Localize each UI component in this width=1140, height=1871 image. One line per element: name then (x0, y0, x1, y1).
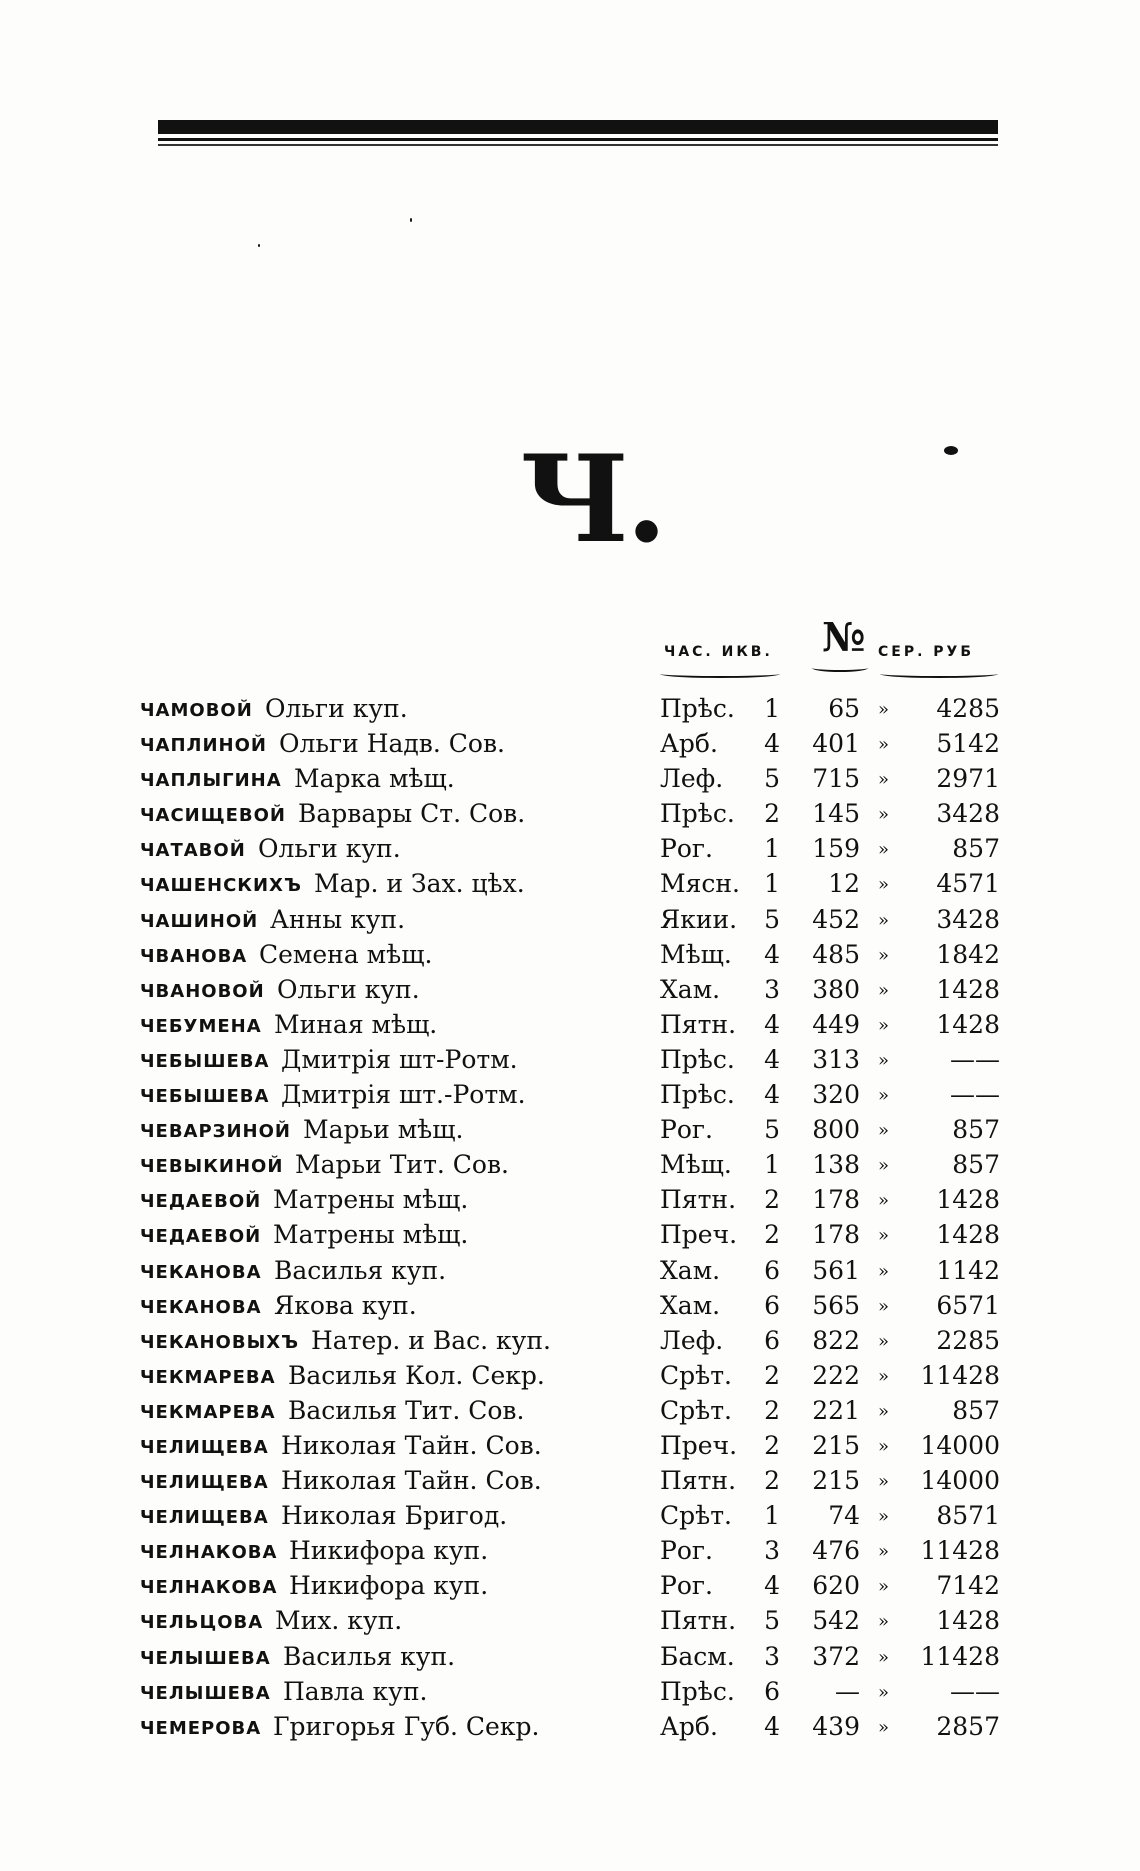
entry-surname: ЧЕКАНОВЫХЪ (140, 1331, 300, 1353)
entry-district-number: 4 (764, 1009, 780, 1039)
entry-ditto-mark: » (878, 839, 890, 861)
list-item (0, 1006, 1140, 1041)
entry-district: Арб. (660, 729, 718, 759)
entry-rubles: 1428 (936, 1606, 1000, 1636)
entry-description: Ольги Надв. Сов. (279, 729, 505, 759)
entry-surname: ЧАМОВОЙ (140, 700, 253, 721)
entry-description: Натер. и Вас. куп. (311, 1325, 551, 1355)
entry-house-number: 715 (812, 764, 860, 794)
entry-district-number: 1 (764, 834, 780, 864)
list-item (0, 1638, 1140, 1673)
entry-rubles: 3428 (936, 904, 1000, 934)
entry-district: Пятн. (660, 1466, 737, 1496)
entry-district-number: 6 (764, 1290, 780, 1320)
list-item (0, 1041, 1140, 1076)
list-item (0, 1252, 1140, 1287)
register-list (0, 690, 1140, 1743)
entry-description: Варвары Ст. Сов. (298, 799, 526, 829)
entry-ditto-mark: » (878, 944, 890, 966)
entry-description: Василья куп. (274, 1255, 447, 1285)
list-item (0, 1357, 1140, 1392)
entry-district-number: 4 (764, 1711, 780, 1741)
header-number: № (822, 614, 866, 661)
entry-district-number: 1 (764, 694, 780, 723)
entry-district: Прѣс. (660, 1080, 735, 1110)
entry-ditto-mark: » (878, 1120, 890, 1142)
entry-house-number: 800 (812, 1115, 860, 1145)
entry-district-number: 1 (764, 1501, 780, 1531)
list-item (0, 1216, 1140, 1251)
entry-ditto-mark: » (878, 1225, 890, 1247)
list-item (0, 1181, 1140, 1216)
entry-house-number: 476 (812, 1536, 860, 1566)
entry-ditto-mark: » (878, 1541, 890, 1563)
entry-district: Леф. (660, 1325, 724, 1355)
entry-district-number: 4 (764, 1571, 780, 1601)
entry-description: Павла куп. (283, 1676, 428, 1706)
entry-district: Басм. (660, 1641, 735, 1671)
entry-rubles: 2971 (936, 764, 1000, 794)
entry-ditto-mark: » (878, 1014, 890, 1036)
header-brace (880, 670, 998, 678)
entry-house-number: 822 (812, 1325, 860, 1355)
entry-district: Срѣт. (660, 1360, 732, 1390)
top-rule-hairline (158, 144, 998, 146)
entry-district: Леф. (660, 764, 724, 794)
entry-rubles: 1842 (936, 939, 1000, 969)
entry-house-number: 221 (812, 1395, 860, 1425)
entry-surname: ЧЕЛНАКОВА (140, 1577, 278, 1599)
entry-surname: ЧЕЛЫШЕВА (140, 1647, 271, 1669)
entry-surname: ЧЕМЕРОВА (140, 1717, 262, 1739)
header-brace (660, 670, 780, 678)
entry-district-number: 4 (764, 729, 780, 759)
entry-ditto-mark: » (878, 1365, 890, 1387)
entry-rubles: 8571 (936, 1501, 1000, 1531)
list-item (0, 1497, 1140, 1532)
entry-description: Николая Бригод. (281, 1501, 508, 1531)
list-item (0, 690, 1140, 725)
entry-house-number: 215 (812, 1466, 860, 1496)
entry-ditto-mark: » (878, 699, 890, 720)
entry-district-number: 2 (764, 799, 780, 829)
entry-surname: ЧАТАВОЙ (140, 840, 246, 862)
top-rule-thick (158, 120, 998, 134)
entry-district-number: 3 (764, 1536, 780, 1566)
entry-description: Николая Тайн. Сов. (281, 1466, 542, 1496)
entry-district: Арб. (660, 1711, 718, 1741)
entry-ditto-mark: » (878, 909, 890, 931)
list-item (0, 1673, 1140, 1708)
entry-surname: ЧЕЛЬЦОВА (140, 1612, 264, 1634)
section-letter: Ч. (520, 429, 664, 570)
entry-ditto-mark: » (878, 1085, 890, 1107)
entry-ditto-mark: » (878, 1576, 890, 1598)
entry-rubles: —— (950, 1044, 1000, 1074)
entry-house-number: 320 (812, 1080, 860, 1110)
entry-description: Мар. и Зах. цѣх. (314, 869, 525, 899)
entry-surname: ЧЕКАНОВА (140, 1296, 262, 1318)
entry-surname: ЧЕВЫКИНОЙ (140, 1156, 284, 1178)
list-item (0, 1111, 1140, 1146)
entry-house-number: 65 (828, 694, 860, 723)
header-brace (812, 664, 868, 672)
entry-description: Василья Кол. Секр. (288, 1360, 545, 1390)
entry-ditto-mark: » (878, 1330, 890, 1352)
entry-district-number: 4 (764, 939, 780, 969)
entry-district-number: 6 (764, 1325, 780, 1355)
ink-speck (258, 244, 260, 247)
entry-district-number: 3 (764, 974, 780, 1004)
header-part: ЧАС. ИКВ. (664, 644, 773, 660)
list-item (0, 830, 1140, 865)
entry-ditto-mark: » (878, 1400, 890, 1422)
entry-district-number: 6 (764, 1676, 780, 1706)
entry-house-number: 380 (812, 974, 860, 1004)
entry-district: Преч. (660, 1220, 738, 1250)
entry-ditto-mark: » (878, 804, 890, 826)
entry-rubles: 857 (952, 834, 1000, 864)
entry-district-number: 2 (764, 1220, 780, 1250)
entry-rubles: 4285 (936, 694, 1000, 723)
entry-house-number: 620 (812, 1571, 860, 1601)
entry-district: Якии. (660, 904, 738, 934)
entry-surname: ЧЕКАНОВА (140, 1261, 262, 1283)
entry-rubles: 1428 (936, 1220, 1000, 1250)
entry-house-number: 449 (812, 1009, 860, 1039)
entry-district: Пятн. (660, 1009, 737, 1039)
entry-description: Дмитрія шт-Ротм. (281, 1044, 518, 1074)
entry-description: Ольги куп. (258, 834, 401, 864)
entry-ditto-mark: » (878, 874, 890, 896)
entry-ditto-mark: » (878, 1295, 890, 1317)
entry-house-number: 178 (812, 1220, 860, 1250)
entry-district: Мѣщ. (660, 939, 732, 969)
list-item (0, 760, 1140, 795)
entry-rubles: 11428 (920, 1641, 1000, 1671)
entry-house-number: 138 (812, 1150, 860, 1180)
entry-ditto-mark: » (878, 979, 890, 1001)
entry-rubles: 5142 (936, 729, 1000, 759)
entry-house-number: 215 (812, 1430, 860, 1460)
entry-district: Срѣт. (660, 1501, 732, 1531)
entry-ditto-mark: » (878, 1611, 890, 1633)
entry-house-number: 372 (812, 1641, 860, 1671)
entry-description: Григорья Губ. Секр. (273, 1711, 540, 1741)
entry-house-number: 178 (812, 1185, 860, 1215)
entry-district: Хам. (660, 1290, 721, 1320)
entry-surname: ЧЕБУМЕНА (140, 1015, 262, 1037)
entry-ditto-mark: » (878, 1260, 890, 1282)
entry-surname: ЧЕДАЕВОЙ (140, 1226, 262, 1248)
entry-surname: ЧАПЛЫГИНА (140, 770, 282, 792)
entry-description: Марка мѣщ. (294, 764, 455, 794)
entry-district: Рог. (660, 834, 713, 864)
entry-rubles: 1142 (936, 1255, 1000, 1285)
entry-district-number: 4 (764, 1080, 780, 1110)
entry-rubles: 4571 (936, 869, 1000, 899)
entry-house-number: — (835, 1676, 860, 1706)
entry-rubles: 857 (952, 1115, 1000, 1145)
entry-district: Срѣт. (660, 1395, 732, 1425)
entry-rubles: —— (950, 1676, 1000, 1706)
entry-description: Дмитрія шт.-Ротм. (281, 1080, 526, 1110)
entry-description: Ольги куп. (277, 974, 420, 1004)
entry-description: Семена мѣщ. (259, 939, 433, 969)
entry-description: Якова куп. (274, 1290, 417, 1320)
entry-ditto-mark: » (878, 1681, 890, 1703)
entry-rubles: 14000 (920, 1466, 1000, 1496)
entry-district-number: 5 (764, 1115, 780, 1145)
entry-surname: ЧЕДАЕВОЙ (140, 1191, 262, 1213)
entry-district-number: 2 (764, 1395, 780, 1425)
entry-description: Ольги куп. (265, 694, 408, 723)
list-item (0, 1427, 1140, 1462)
entry-description: Миная мѣщ. (274, 1009, 438, 1039)
entry-description: Марьи мѣщ. (303, 1115, 464, 1145)
entry-district-number: 5 (764, 764, 780, 794)
list-item (0, 865, 1140, 900)
entry-district: Прѣс. (660, 799, 735, 829)
list-item (0, 1392, 1140, 1427)
entry-description: Анны куп. (270, 904, 406, 934)
entry-description: Василья куп. (283, 1641, 456, 1671)
entry-rubles: 2857 (936, 1711, 1000, 1741)
list-item (0, 971, 1140, 1006)
list-item (0, 1602, 1140, 1637)
entry-surname: ЧЕБЫШЕВА (140, 1050, 270, 1072)
list-item (0, 901, 1140, 936)
column-header (0, 610, 1140, 680)
entry-ditto-mark: » (878, 1646, 890, 1668)
entry-ditto-mark: » (878, 1155, 890, 1177)
ink-speck (944, 446, 958, 455)
entry-district: Пятн. (660, 1185, 737, 1215)
entry-district-number: 6 (764, 1255, 780, 1285)
entry-district: Мясн. (660, 869, 740, 899)
entry-house-number: 401 (812, 729, 860, 759)
entry-house-number: 145 (812, 799, 860, 829)
entry-surname: ЧЕЛЫШЕВА (140, 1682, 271, 1704)
entry-rubles: 1428 (936, 1185, 1000, 1215)
entry-surname: ЧЕВАРЗИНОЙ (140, 1121, 291, 1143)
entry-district-number: 5 (764, 1606, 780, 1636)
entry-house-number: 74 (828, 1501, 860, 1531)
entry-house-number: 12 (828, 869, 860, 899)
list-item (0, 795, 1140, 830)
entry-district-number: 1 (764, 1150, 780, 1180)
entry-district: Прѣс. (660, 1044, 735, 1074)
entry-rubles: 2285 (936, 1325, 1000, 1355)
entry-house-number: 542 (812, 1606, 860, 1636)
entry-house-number: 561 (812, 1255, 860, 1285)
entry-ditto-mark: » (878, 734, 890, 756)
entry-house-number: 565 (812, 1290, 860, 1320)
entry-description: Николая Тайн. Сов. (281, 1430, 542, 1460)
entry-ditto-mark: » (878, 769, 890, 791)
entry-surname: ЧАШЕНСКИХЪ (140, 875, 302, 897)
entry-district: Прѣс. (660, 694, 735, 723)
entry-surname: ЧАПЛИНОЙ (140, 735, 267, 757)
entry-ditto-mark: » (878, 1471, 890, 1493)
entry-description: Марьи Тит. Сов. (295, 1150, 509, 1180)
entry-ditto-mark: » (878, 1435, 890, 1457)
entry-surname: ЧАШИНОЙ (140, 910, 259, 932)
entry-district: Хам. (660, 974, 721, 1004)
ink-speck (410, 218, 412, 222)
entry-surname: ЧЕЛИЩЕВА (140, 1507, 269, 1529)
entry-ditto-mark: » (878, 1190, 890, 1212)
list-item (0, 1146, 1140, 1181)
entry-district-number: 2 (764, 1360, 780, 1390)
entry-district: Преч. (660, 1430, 738, 1460)
entry-rubles: 6571 (936, 1290, 1000, 1320)
entry-house-number: 452 (812, 904, 860, 934)
entry-rubles: 3428 (936, 799, 1000, 829)
entry-surname: ЧЕБЫШЕВА (140, 1086, 270, 1108)
entry-rubles: 14000 (920, 1430, 1000, 1460)
entry-district-number: 3 (764, 1641, 780, 1671)
entry-rubles: 857 (952, 1150, 1000, 1180)
entry-district-number: 1 (764, 869, 780, 899)
entry-district: Рог. (660, 1115, 713, 1145)
entry-surname: ЧЕКМАРЕВА (140, 1401, 276, 1423)
entry-district: Рог. (660, 1571, 713, 1601)
entry-district-number: 4 (764, 1044, 780, 1074)
entry-house-number: 222 (812, 1360, 860, 1390)
entry-house-number: 439 (812, 1711, 860, 1741)
entry-district: Хам. (660, 1255, 721, 1285)
entry-surname: ЧВАНОВОЙ (140, 980, 265, 1002)
entry-house-number: 159 (812, 834, 860, 864)
entry-ditto-mark: » (878, 1049, 890, 1071)
entry-rubles: —— (950, 1080, 1000, 1110)
entry-district: Пятн. (660, 1606, 737, 1636)
entry-surname: ЧЕЛИЩЕВА (140, 1436, 269, 1458)
entry-description: Матрены мѣщ. (273, 1220, 469, 1250)
top-rule-thin (158, 138, 998, 141)
entry-surname: ЧЕЛНАКОВА (140, 1542, 278, 1564)
entry-district: Рог. (660, 1536, 713, 1566)
entry-rubles: 1428 (936, 974, 1000, 1004)
list-item (0, 1287, 1140, 1322)
entry-house-number: 313 (812, 1044, 860, 1074)
list-item (0, 936, 1140, 971)
header-rubles: СЕР. РУБ (878, 644, 975, 660)
entry-ditto-mark: » (878, 1716, 890, 1738)
entry-rubles: 7142 (936, 1571, 1000, 1601)
list-item (0, 1708, 1140, 1743)
entry-description: Матрены мѣщ. (273, 1185, 469, 1215)
entry-surname: ЧАСИЩЕВОЙ (140, 805, 286, 827)
entry-surname: ЧВАНОВА (140, 945, 248, 967)
entry-description: Никифора куп. (289, 1571, 489, 1601)
entry-district-number: 5 (764, 904, 780, 934)
entry-surname: ЧЕКМАРЕВА (140, 1366, 276, 1388)
list-item (0, 1567, 1140, 1602)
entry-rubles: 11428 (920, 1536, 1000, 1566)
list-item (0, 1532, 1140, 1567)
entry-district-number: 2 (764, 1466, 780, 1496)
entry-rubles: 857 (952, 1395, 1000, 1425)
entry-district-number: 2 (764, 1185, 780, 1215)
list-item (0, 1322, 1140, 1357)
entry-ditto-mark: » (878, 1506, 890, 1528)
entry-district: Мѣщ. (660, 1150, 732, 1180)
entry-rubles: 1428 (936, 1009, 1000, 1039)
entry-description: Василья Тит. Сов. (288, 1395, 525, 1425)
entry-description: Никифора куп. (289, 1536, 489, 1566)
list-item (0, 725, 1140, 760)
entry-district: Прѣс. (660, 1676, 735, 1706)
entry-surname: ЧЕЛИЩЕВА (140, 1472, 269, 1494)
entry-house-number: 485 (812, 939, 860, 969)
list-item (0, 1462, 1140, 1497)
entry-description: Мих. куп. (275, 1606, 403, 1636)
list-item (0, 1076, 1140, 1111)
entry-district-number: 2 (764, 1430, 780, 1460)
entry-rubles: 11428 (920, 1360, 1000, 1390)
